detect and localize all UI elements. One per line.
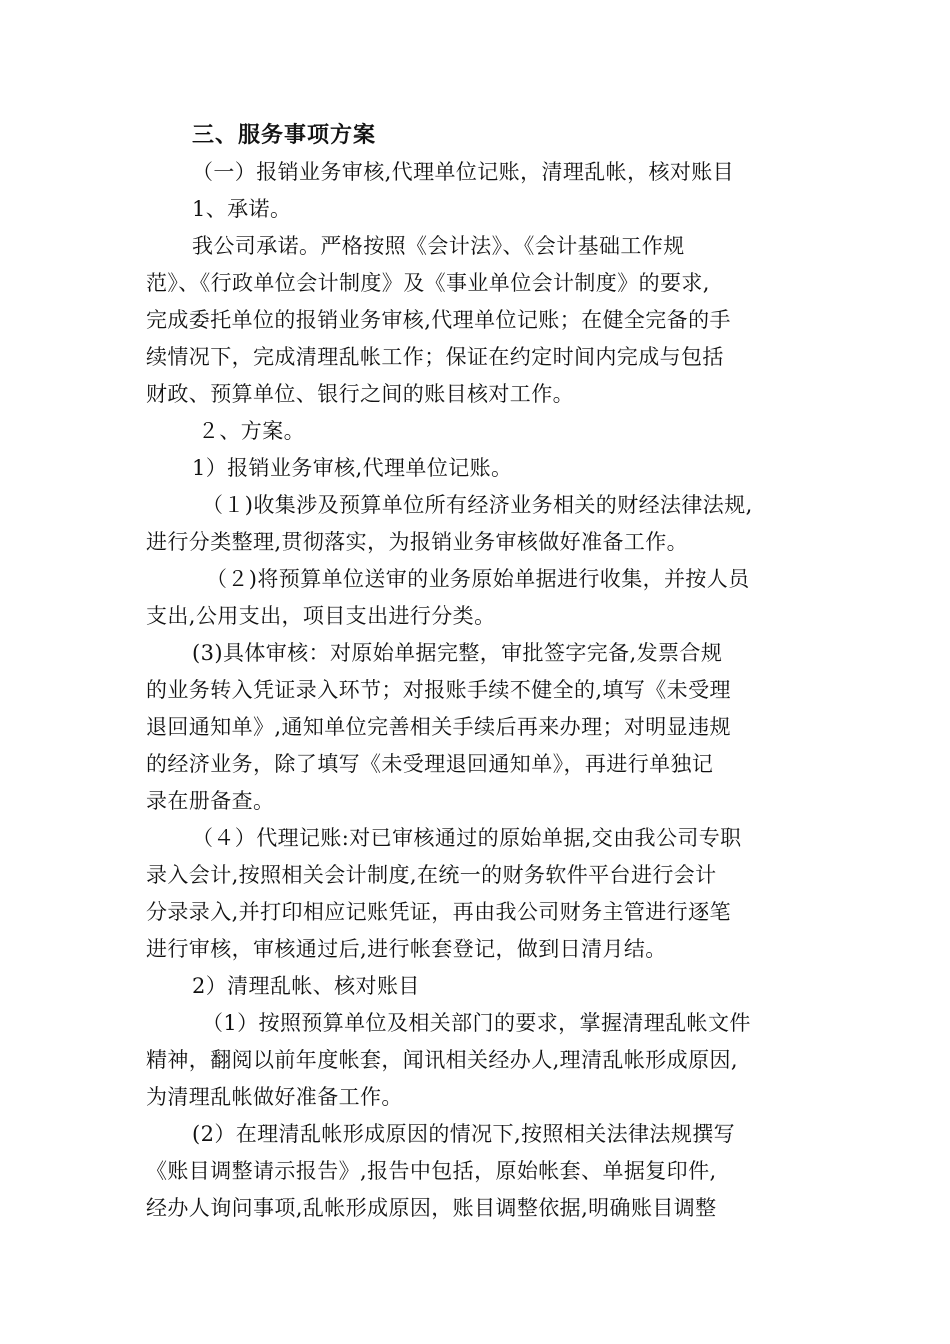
paragraph-line: 财政、预算单位、银行之间的账目核对工作。 (146, 382, 574, 406)
paragraph-line: 进行分类整理,贯彻落实，为报销业务审核做好准备工作。 (146, 530, 689, 554)
paragraph-line: （４）代理记账:对已审核通过的原始单据,交由我公司专职 (192, 826, 742, 850)
paragraph-line: (3)具体审核：对原始单据完整，审批签字完备,发票合规 (192, 641, 723, 665)
subsection-heading: （一）报销业务审核,代理单位记账，清理乱帐，核对账目 (192, 160, 735, 184)
item-heading: ２、方案。 (198, 419, 305, 443)
document-body (146, 117, 810, 1227)
paragraph-line: 退回通知单》,通知单位完善相关手续后再来办理；对明显违规 (146, 715, 731, 739)
paragraph-line: （1）按照预算单位及相关部门的要求，掌握清理乱帐文件 (202, 1011, 751, 1035)
subitem-heading: 1）报销业务审核,代理单位记账。 (192, 456, 513, 480)
paragraph-line: 完成委托单位的报销业务审核,代理单位记账；在健全完备的手 (146, 308, 731, 332)
paragraph-line: (2）在理清乱帐形成原因的情况下,按照相关法律法规撰写 (192, 1122, 736, 1146)
paragraph-line: （２)将预算单位送审的业务原始单据进行收集，并按人员 (206, 567, 750, 591)
paragraph-line: 进行审核，审核通过后,进行帐套登记，做到日清月结。 (146, 937, 667, 961)
subitem-heading: 2）清理乱帐、核对账目 (192, 974, 420, 998)
section-heading: 三、服务事项方案 (192, 122, 377, 148)
paragraph-line: 《账目调整请示报告》,报告中包括，原始帐套、单据复印件, (146, 1159, 717, 1183)
paragraph-line: 精神，翻阅以前年度帐套，闻讯相关经办人,理清乱帐形成原因, (146, 1048, 738, 1072)
paragraph-line: 为清理乱帐做好准备工作。 (146, 1085, 403, 1109)
paragraph-line: （１)收集涉及预算单位所有经济业务相关的财经法律法规, (202, 493, 753, 517)
paragraph-line: 我公司承诺。严格按照《会计法》、《会计基础工作规 (192, 234, 685, 258)
item-heading: 1、承诺。 (192, 197, 292, 221)
paragraph-line: 的业务转入凭证录入环节；对报账手续不健全的,填写《未受理 (146, 678, 731, 702)
paragraph-line: 支出,公用支出，项目支出进行分类。 (146, 604, 496, 628)
paragraph-line: 续情况下，完成清理乱帐工作；保证在约定时间内完成与包括 (146, 345, 724, 369)
paragraph-line: 录入会计,按照相关会计制度,在统一的财务软件平台进行会计 (146, 863, 717, 887)
paragraph-line: 范》、《行政单位会计制度》及《事业单位会计制度》的要求, (146, 271, 710, 295)
paragraph-line: 的经济业务，除了填写《未受理退回通知单》，再进行单独记 (146, 752, 714, 776)
paragraph-line: 分录录入,并打印相应记账凭证，再由我公司财务主管进行逐笔 (146, 900, 731, 924)
paragraph-line: 录在册备查。 (146, 789, 275, 813)
paragraph-line: 经办人询问事项,乱帐形成原因，账目调整依据,明确账目调整 (146, 1196, 717, 1220)
